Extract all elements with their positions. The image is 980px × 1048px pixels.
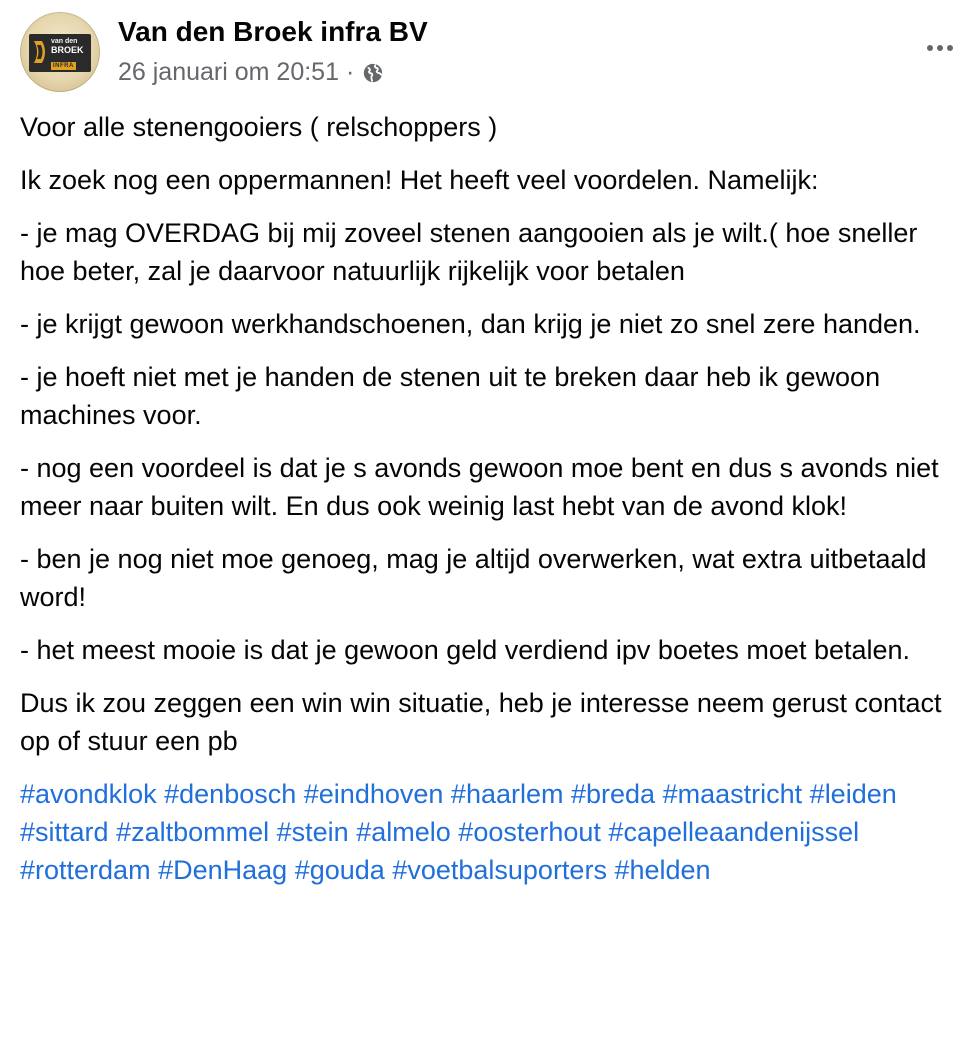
page-name-link[interactable]: Van den Broek infra BV <box>118 16 428 47</box>
hashtag-link[interactable]: #almelo <box>356 817 451 847</box>
hashtag-link[interactable]: #zaltbommel <box>116 817 270 847</box>
hashtag-link[interactable]: #rotterdam <box>20 855 151 885</box>
hashtag-link[interactable]: #sittard <box>20 817 109 847</box>
post-paragraph: - je mag OVERDAG bij mij zoveel stenen aangooien als je wilt.( hoe sneller hoe beter, zal je daarvoor natuurlijk rijkelijk voor betalen <box>20 218 918 286</box>
hashtag-link[interactable]: #leiden <box>809 779 897 809</box>
post-paragraph: - het meest mooie is dat je gewoon geld verdiend ipv boetes moet betalen. <box>20 635 911 665</box>
hashtag-list <box>20 775 960 889</box>
post-paragraph: Voor alle stenengooiers ( relschoppers ) <box>20 112 498 142</box>
more-dot <box>927 45 933 51</box>
hashtag-link[interactable]: #oosterhout <box>458 817 601 847</box>
post-body <box>20 108 960 889</box>
logo-line-3: INFRA <box>53 63 74 69</box>
more-options-icon[interactable] <box>920 30 960 66</box>
hashtag-link[interactable]: #eindhoven <box>303 779 444 809</box>
logo-line-2: BROEK <box>51 45 84 55</box>
meta-separator: · <box>345 58 355 86</box>
post-timestamp[interactable]: 26 januari om 20:51 <box>118 58 339 86</box>
hashtag-link[interactable]: #haarlem <box>450 779 564 809</box>
post-paragraph: Dus ik zou zeggen een win win situatie, heb je interesse neem gerust contact op of stuur een pb <box>20 688 942 756</box>
logo-text <box>51 38 89 71</box>
hashtag-link[interactable]: #DenHaag <box>158 855 288 885</box>
post-paragraph: - je hoeft niet met je handen de stenen uit te breken daar heb ik gewoon machines voor. <box>20 362 881 430</box>
hashtag-link[interactable]: #denbosch <box>164 779 297 809</box>
page-avatar[interactable] <box>20 12 100 92</box>
post-paragraph: - je krijgt gewoon werkhandschoenen, dan krijg je niet zo snel zere handen. <box>20 309 921 339</box>
more-dot <box>947 45 953 51</box>
logo-mark-icon <box>33 39 49 65</box>
post-meta <box>118 58 384 87</box>
logo-line-1: van den <box>51 38 78 45</box>
hashtag-link[interactable]: #helden <box>614 855 711 885</box>
hashtag-link[interactable]: #capelleaandenijssel <box>608 817 860 847</box>
globe-icon[interactable] <box>362 62 384 84</box>
hashtag-link[interactable]: #breda <box>571 779 656 809</box>
hashtag-link[interactable]: #gouda <box>294 855 385 885</box>
hashtag-link[interactable]: #voetbalsuporters <box>392 855 607 885</box>
hashtag-link[interactable]: #maastricht <box>662 779 803 809</box>
hashtag-link[interactable]: #avondklok <box>20 779 157 809</box>
hashtag-link[interactable]: #stein <box>276 817 349 847</box>
post-paragraph: - nog een voordeel is dat je s avonds gewoon moe bent en dus s avonds niet meer naar buiten wilt. En dus ook weinig last hebt van de avond klok! <box>20 453 939 521</box>
post-paragraph: - ben je nog niet moe genoeg, mag je altijd overwerken, wat extra uitbetaald word! <box>20 544 927 612</box>
post-paragraph: Ik zoek nog een oppermannen! Het heeft veel voordelen. Namelijk: <box>20 165 819 195</box>
more-dot <box>937 45 943 51</box>
post-header <box>20 12 960 92</box>
